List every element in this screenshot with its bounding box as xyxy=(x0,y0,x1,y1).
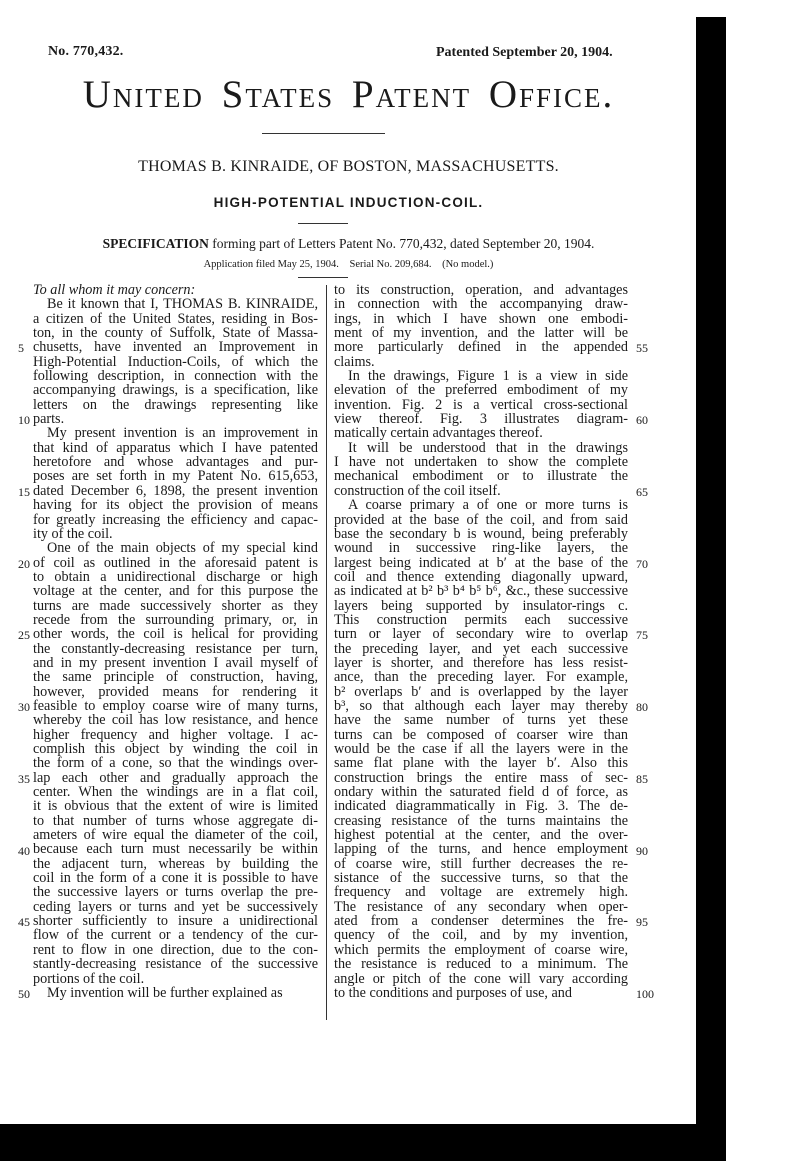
text-line: recede from the surrounding primary, or, in xyxy=(33,611,318,628)
text-line: however, provided means for rendering it xyxy=(33,683,318,700)
text-line: flow of the current or a tendency of the cur- xyxy=(33,927,318,944)
left-column xyxy=(33,283,318,1000)
line-number: 25 xyxy=(18,628,30,643)
text-line: as indicated at b² b³ b⁴ b⁵ b⁶, &c., these successive xyxy=(334,583,628,600)
text-line: provided at the base of the coil, and from said xyxy=(334,511,628,528)
line-number: 45 xyxy=(18,915,30,930)
text-line: the constantly-decreasing resistance per turn, xyxy=(33,640,318,657)
text-line: accompanying drawings, is a specification, like xyxy=(33,382,318,399)
line-number: 30 xyxy=(18,700,30,715)
text-line: layer is shorter, and therefore has less resist- xyxy=(334,654,628,671)
text-line: same flat plane with the layer b′. Also this xyxy=(334,755,628,772)
text-line: shorter sufficiently to insure a unidirectional xyxy=(33,913,318,930)
text-line: a citizen of the United States, residing in Bos- xyxy=(33,310,318,327)
text-line: A coarse primary a of one or more turns is xyxy=(348,497,628,514)
line-number: 35 xyxy=(18,771,30,786)
text-line: view thereof. Fig. 3 illustrates diagram- xyxy=(334,411,628,428)
text-line: it is obvious that the extent of wire is limited xyxy=(33,798,318,815)
subject-heading: HIGH-POTENTIAL INDUCTION-COIL. xyxy=(213,195,484,210)
text-line: lapping of the turns, and hence employment xyxy=(334,841,628,858)
text-line: and in my present invention I avail myself of xyxy=(33,654,318,671)
line-number: 85 xyxy=(636,771,648,786)
title-rule xyxy=(262,133,385,134)
text-line: whereby the coil has low resistance, and hence xyxy=(33,712,318,729)
text-line: center. When the windings are in a flat coil, xyxy=(33,784,318,801)
text-line: that kind of apparatus which I have patented xyxy=(33,439,318,456)
text-line: coil in the form of a cone it is possible to have xyxy=(33,870,318,887)
text-line: This construction permits each successive xyxy=(334,611,628,628)
text-line: the preceding layer, and yet each successive xyxy=(334,640,628,657)
text-line: ings, in which I have shown one embodi- xyxy=(334,310,628,327)
text-line: b² overlaps b′ and is overlapped by the layer xyxy=(334,683,628,700)
text-line: wound in successive ring-like layers, the xyxy=(334,540,628,557)
text-line: quency of the coil, and by my invention, xyxy=(334,927,628,944)
text-line: having for its object the provision of means xyxy=(33,497,318,514)
text-line: poses are set forth in my Patent No. 615,653, xyxy=(33,468,318,485)
text-line: turn or layer of secondary wire to overlap xyxy=(334,626,628,643)
line-number: 90 xyxy=(636,843,648,858)
line-number: 60 xyxy=(636,413,648,428)
text-line: ance, than the preceding layer. For example, xyxy=(334,669,628,686)
text-line: to obtain a unidirectional discharge or high xyxy=(33,568,318,585)
text-line: higher frequency and higher voltage. I ac- xyxy=(33,726,318,743)
text-line: turns can be composed of coarser wire than xyxy=(334,726,628,743)
text-line: frequency and voltage are extremely high. xyxy=(334,884,628,901)
text-line: portions of the coil. xyxy=(33,970,145,987)
text-line: of coarse wire, still further decreases the re- xyxy=(334,855,628,872)
text-line: mechanical embodiment or to illustrate the xyxy=(334,468,628,485)
column-divider xyxy=(326,285,327,1020)
text-line: construction of the coil itself. xyxy=(334,482,501,499)
line-number: 20 xyxy=(18,556,30,571)
line-number: 70 xyxy=(636,556,648,571)
application-model: (No model.) xyxy=(442,259,494,270)
line-number: 50 xyxy=(18,987,30,1002)
text-line: because each turn must necessarily be within xyxy=(33,841,318,858)
text-line: the same principle of construction, having, xyxy=(33,669,318,686)
text-line: letters on the drawings representing like xyxy=(33,396,318,413)
text-line: creasing resistance of the turns maintains the xyxy=(334,812,628,829)
text-line: the adjacent turn, whereas by building the xyxy=(33,855,318,872)
line-number: 95 xyxy=(636,915,648,930)
line-number: 100 xyxy=(636,987,654,1002)
line-number: 65 xyxy=(636,484,648,499)
text-line: more particularly defined in the appended xyxy=(334,339,628,356)
text-line: heretofore and whose advantages and pur- xyxy=(33,454,318,471)
right-column xyxy=(334,283,628,1000)
text-line: claims. xyxy=(334,353,375,370)
specification-text: forming part of Letters Patent No. 770,432, dated September 20, 1904. xyxy=(212,236,595,251)
text-line: angle or pitch of the cone will vary according xyxy=(334,970,628,987)
subject-rule xyxy=(298,223,348,224)
text-line: Be it known that I, THOMAS B. KINRAIDE, xyxy=(47,296,318,313)
application-line xyxy=(0,259,697,270)
line-number: 40 xyxy=(18,843,30,858)
text-line: complish this object by winding the coil in xyxy=(33,741,318,757)
text-line: ameters of wire equal the diameter of the coil, xyxy=(33,827,318,844)
text-line: the successive layers or turns overlap the pre- xyxy=(33,884,318,901)
page-corner xyxy=(660,1090,696,1124)
line-number: 10 xyxy=(18,413,30,428)
text-line: It will be understood that in the drawings xyxy=(348,439,628,456)
text-line: b³, so that although each layer may thereby xyxy=(334,697,628,714)
text-line: ated from a condenser determines the fre- xyxy=(334,913,628,930)
line-number: 5 xyxy=(18,341,24,356)
text-line: turns are made successively shorter as they xyxy=(33,597,318,614)
text-line: One of the main objects of my special kind xyxy=(47,540,318,557)
text-line: stantly-decreasing resistance of the successive xyxy=(33,956,318,973)
text-line: I have not undertaken to show the complete xyxy=(334,454,628,471)
patented-date: Patented September 20, 1904. xyxy=(436,45,613,60)
text-line: to that number of turns whose aggregate di- xyxy=(33,812,318,829)
text-line: would be the case if all the layers were in the xyxy=(334,741,628,757)
text-line: My present invention is an improvement in xyxy=(47,425,318,442)
text-line: ity of the coil. xyxy=(33,525,113,542)
text-line: base the secondary b is wound, being preferably xyxy=(334,525,628,542)
text-line: High-Potential Induction-Coils, of which the xyxy=(33,353,318,370)
text-line: ton, in the county of Suffolk, State of Massa- xyxy=(33,325,318,342)
text-line: voltage at the center, and for this purpose the xyxy=(33,583,318,600)
specification-label: SPECIFICATION xyxy=(102,236,209,251)
text-line: parts. xyxy=(33,411,65,428)
text-line: ceding layers or turns and yet be successively xyxy=(33,898,318,915)
specification-line xyxy=(0,236,697,252)
text-line: chusetts, have invented an Improvement in xyxy=(33,339,318,356)
text-line: feasible to employ coarse wire of many turns, xyxy=(33,697,318,714)
text-line: coil and thence extending diagonally upward, xyxy=(334,568,628,585)
line-number: 75 xyxy=(636,628,648,643)
text-line: rent to flow in one direction, due to the con- xyxy=(33,941,318,958)
text-line: layers being supported by insulator-rings c. xyxy=(334,597,628,614)
text-line: have the same number of turns yet these xyxy=(334,712,628,729)
text-line: in connection with the accompanying draw- xyxy=(334,296,628,313)
patent-number: No. 770,432. xyxy=(48,44,124,59)
line-number: 80 xyxy=(636,700,648,715)
application-rule xyxy=(298,277,348,278)
text-line: construction brings the entire mass of sec- xyxy=(334,769,628,786)
text-line: the form of a cone, so that the windings over- xyxy=(33,755,318,772)
scan-frame-right xyxy=(696,17,726,1161)
text-line: lap each other and gradually approach the xyxy=(33,769,318,786)
text-line: highest potential at the center, and the over- xyxy=(334,827,628,844)
text-line: My invention will be further explained as xyxy=(47,984,283,1001)
line-number: 55 xyxy=(636,341,648,356)
text-line: indicated diagrammatically in Fig. 3. The de- xyxy=(334,798,628,815)
text-line: of coil as outlined in the aforesaid patent is xyxy=(33,554,318,571)
text-line: dated December 6, 1898, the present invention xyxy=(33,482,318,499)
text-line: which permits the employment of coarse wire, xyxy=(334,941,628,958)
scan-frame-bottom xyxy=(0,1124,726,1161)
text-line: to its construction, operation, and advantages xyxy=(334,282,628,298)
text-line: largest being indicated at b′ at the base of the xyxy=(334,554,628,571)
text-line: sistance of the successive turns, so that the xyxy=(334,870,628,887)
text-line: to the conditions and purposes of use, and xyxy=(334,984,572,1001)
inventor-line: THOMAS B. KINRAIDE, OF BOSTON, MASSACHUSETTS. xyxy=(138,158,559,175)
text-line: the resistance is reduced to a minimum. The xyxy=(334,956,628,973)
text-line: matically certain advantages thereof. xyxy=(334,425,543,442)
text-line: for greatly increasing the efficiency and capac- xyxy=(33,511,318,528)
line-number: 15 xyxy=(18,484,30,499)
page-title: United States Patent Office. xyxy=(82,73,615,116)
text-line: ment of my invention, and the latter will be xyxy=(334,325,628,342)
application-filed: Application filed May 25, 1904. xyxy=(203,259,339,270)
text-line: To all whom it may concern: xyxy=(33,282,196,298)
text-line: invention. Fig. 2 is a vertical cross-sectional xyxy=(334,396,628,413)
text-line: ondary within the saturated field d of force, as xyxy=(334,784,628,801)
text-line: elevation of the preferred embodiment of my xyxy=(334,382,628,399)
text-line: The resistance of any secondary when oper- xyxy=(334,898,628,915)
text-line: In the drawings, Figure 1 is a view in side xyxy=(348,368,628,385)
text-line: following description, in connection with the xyxy=(33,368,318,385)
application-serial: Serial No. 209,684. xyxy=(349,259,432,270)
text-line: other words, the coil is helical for providing xyxy=(33,626,318,643)
